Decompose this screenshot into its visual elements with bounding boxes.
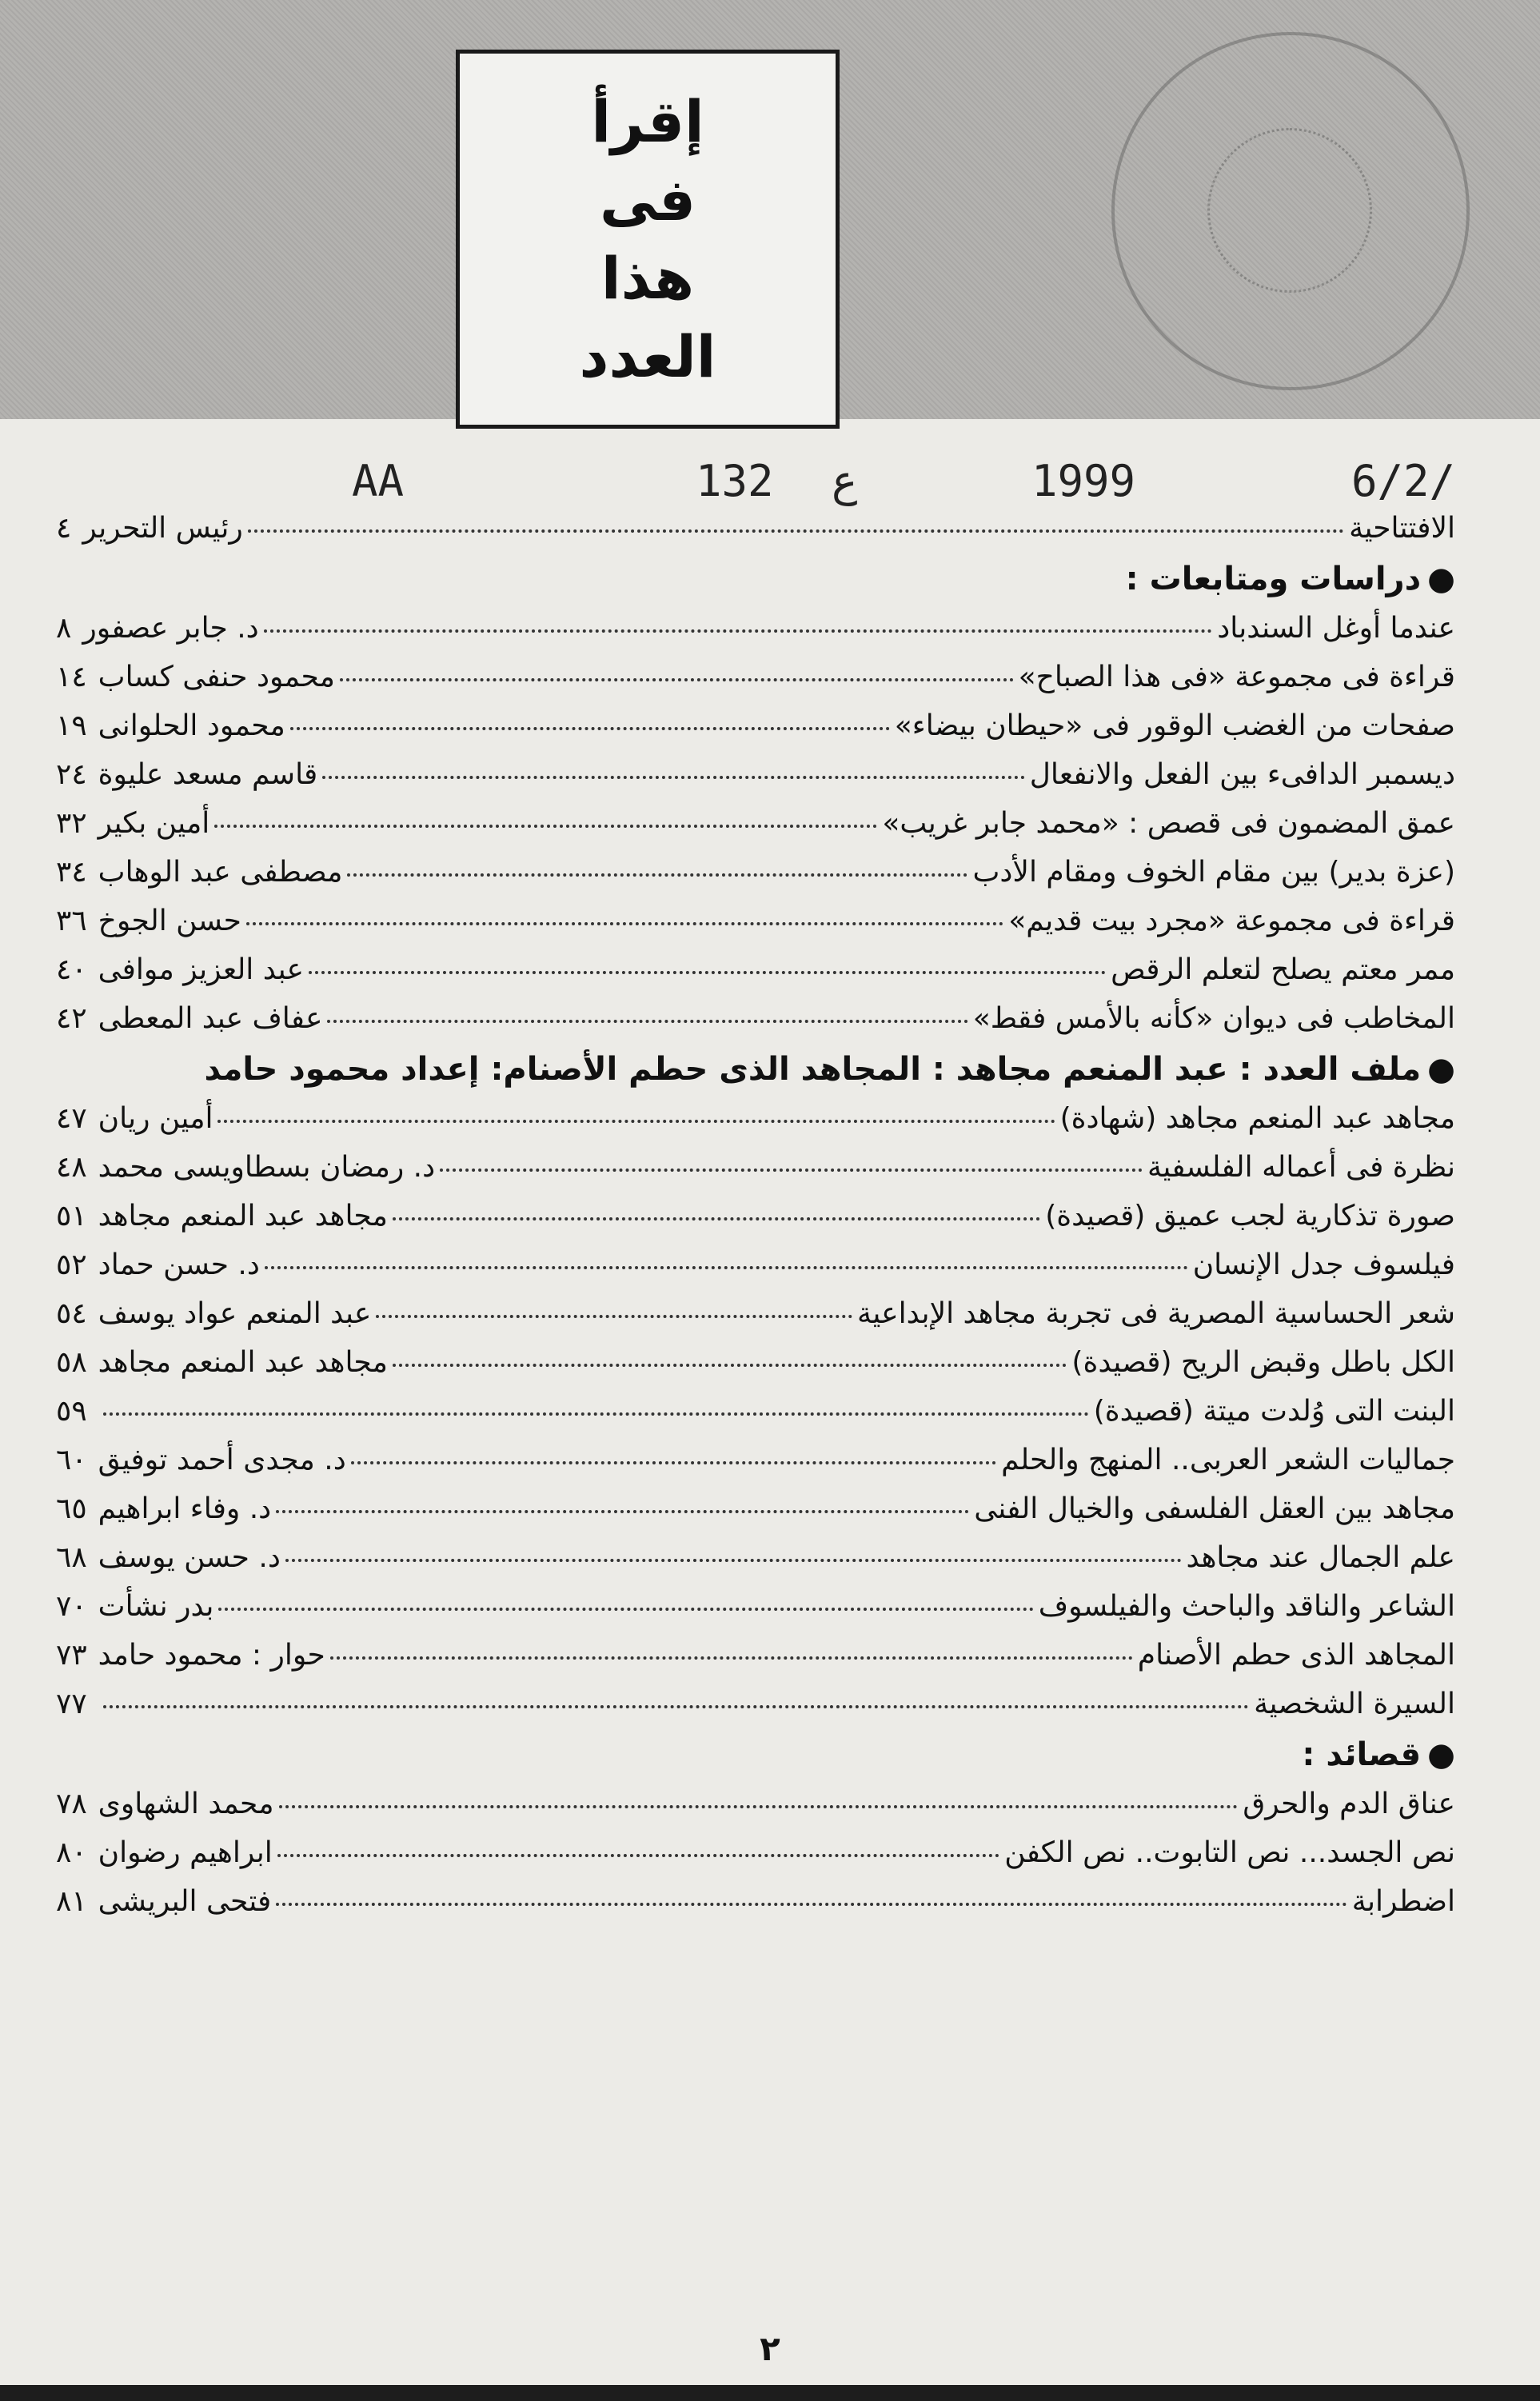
handwritten-issue-number: 132 bbox=[696, 456, 774, 506]
entry-title: شعر الحساسية المصرية فى تجربة مجاهد الإبداعية bbox=[857, 1297, 1455, 1330]
entry-title: الافتتاحية bbox=[1349, 512, 1455, 545]
entry-author: د. حسن يوسف bbox=[98, 1541, 281, 1574]
entry-page: ١٤ bbox=[56, 661, 87, 693]
dot-leader bbox=[309, 971, 1106, 974]
entry-author: رئيس التحرير bbox=[82, 512, 243, 545]
entry-page: ٦٠ bbox=[56, 1444, 87, 1476]
toc-entry bbox=[56, 1297, 1455, 1346]
entry-title: (عزة بدير) بين مقام الخوف ومقام الأدب bbox=[972, 856, 1455, 889]
section-heading bbox=[56, 1736, 1455, 1788]
title-line: هذا bbox=[600, 245, 695, 312]
entry-author: مجاهد عبد المنعم مجاهد bbox=[98, 1346, 388, 1379]
dot-leader bbox=[265, 1266, 1188, 1269]
entry-title: صفحات من الغضب الوقور فى «حيطان بيضاء» bbox=[894, 709, 1455, 742]
dot-leader bbox=[277, 1854, 999, 1857]
entry-title: اضطرابة bbox=[1351, 1885, 1455, 1918]
entry-page: ٣٢ bbox=[56, 807, 87, 840]
toc-entry bbox=[56, 709, 1455, 758]
bullet-icon: ● bbox=[1427, 561, 1455, 597]
entry-title: نظرة فى أعماله الفلسفية bbox=[1147, 1151, 1455, 1184]
entry-page: ٧٧ bbox=[56, 1688, 87, 1720]
entry-title: ديسمبر الدافىء بين الفعل والانفعال bbox=[1029, 758, 1455, 791]
entry-author: حوار : محمود حامد bbox=[98, 1639, 325, 1672]
entry-title: صورة تذكارية لجب عميق (قصيدة) bbox=[1045, 1200, 1455, 1232]
toc-entry bbox=[56, 512, 1455, 561]
entry-title: الشاعر والناقد والباحث والفيلسوف bbox=[1038, 1590, 1455, 1623]
entry-title: نص الجسد... نص التابوت.. نص الكفن bbox=[1004, 1836, 1455, 1869]
section-heading-text: دراسات ومتابعات : bbox=[1125, 561, 1422, 597]
entry-page: ٤٠ bbox=[56, 953, 87, 986]
entry-author: أمين بكير bbox=[98, 807, 210, 840]
toc-entry bbox=[56, 758, 1455, 807]
entry-page: ٤٢ bbox=[56, 1002, 87, 1035]
entry-author: محمود حنفى كساب bbox=[98, 661, 335, 693]
entry-author: محمد الشهاوى bbox=[98, 1788, 274, 1820]
entry-title: البنت التى وُلدت ميتة (قصيدة) bbox=[1093, 1395, 1455, 1428]
dot-leader bbox=[330, 1656, 1133, 1660]
dot-leader bbox=[246, 922, 1003, 925]
dot-leader bbox=[322, 776, 1025, 779]
dot-leader bbox=[279, 1805, 1239, 1808]
dot-leader bbox=[376, 1315, 852, 1318]
section-heading bbox=[56, 1051, 1455, 1102]
entry-author: عبد المنعم عواد يوسف bbox=[98, 1297, 372, 1330]
entry-author: أمين ريان bbox=[98, 1102, 213, 1135]
toc-entry bbox=[56, 807, 1455, 856]
entry-page: ٥٨ bbox=[56, 1346, 87, 1379]
section-heading bbox=[56, 561, 1455, 612]
entry-page: ٣٦ bbox=[56, 905, 87, 937]
title-box bbox=[456, 50, 840, 429]
entry-author: د. رمضان بسطاويسى محمد bbox=[98, 1151, 436, 1184]
bottom-edge bbox=[0, 2385, 1540, 2401]
toc-entry bbox=[56, 1688, 1455, 1736]
handwritten-tag: AA bbox=[352, 456, 405, 506]
toc-entry bbox=[56, 1492, 1455, 1541]
entry-page: ٤٨ bbox=[56, 1151, 87, 1184]
handwritten-notes bbox=[0, 456, 1540, 512]
entry-title: جماليات الشعر العربى.. المنهج والحلم bbox=[1001, 1444, 1455, 1476]
dot-leader bbox=[103, 1705, 1250, 1708]
entry-author: محمود الحلوانى bbox=[98, 709, 285, 742]
dot-leader bbox=[347, 873, 967, 877]
toc-entry bbox=[56, 1002, 1455, 1051]
entry-title: مجاهد عبد المنعم مجاهد (شهادة) bbox=[1059, 1102, 1455, 1135]
toc-entry bbox=[56, 1541, 1455, 1590]
handwritten-year: 1999 bbox=[1031, 456, 1136, 506]
entry-page: ٢٤ bbox=[56, 758, 87, 791]
table-of-contents bbox=[56, 512, 1455, 1934]
entry-title: قراءة فى مجموعة «مجرد بيت قديم» bbox=[1008, 905, 1455, 937]
page-number: ٢ bbox=[760, 2329, 780, 2368]
dot-leader bbox=[290, 727, 890, 730]
bullet-icon: ● bbox=[1427, 1736, 1455, 1773]
entry-author: فتحى البريشى bbox=[98, 1885, 272, 1918]
entry-page: ٨٠ bbox=[56, 1836, 87, 1869]
dot-leader bbox=[285, 1559, 1182, 1562]
title-line: إقرأ bbox=[591, 88, 704, 155]
toc-entry bbox=[56, 953, 1455, 1002]
entry-author: حسن الجوخ bbox=[98, 905, 241, 937]
dot-leader bbox=[351, 1461, 996, 1464]
entry-page: ٥٢ bbox=[56, 1248, 87, 1281]
section-heading-text: ملف العدد : عبد المنعم مجاهد : المجاهد الذى حطم الأصنام: إعداد محمود حامد bbox=[204, 1051, 1422, 1088]
dot-leader bbox=[217, 1120, 1055, 1123]
entry-author: د. مجدى أحمد توفيق bbox=[98, 1444, 346, 1476]
toc-entry bbox=[56, 905, 1455, 953]
entry-author: مصطفى عبد الوهاب bbox=[98, 856, 343, 889]
entry-page: ٧٠ bbox=[56, 1590, 87, 1623]
entry-page: ٦٨ bbox=[56, 1541, 87, 1574]
toc-entry bbox=[56, 1788, 1455, 1836]
dot-leader bbox=[440, 1169, 1143, 1172]
bullet-icon: ● bbox=[1427, 1051, 1455, 1088]
entry-title: علم الجمال عند مجاهد bbox=[1186, 1541, 1455, 1574]
toc-entry bbox=[56, 1444, 1455, 1492]
entry-title: عمق المضمون فى قصص : «محمد جابر غريب» bbox=[882, 807, 1455, 840]
entry-page: ٥١ bbox=[56, 1200, 87, 1232]
dot-leader bbox=[327, 1020, 967, 1023]
entry-title: عناق الدم والحرق bbox=[1243, 1788, 1455, 1820]
entry-page: ٨ bbox=[56, 612, 72, 645]
toc-entry bbox=[56, 856, 1455, 905]
entry-page: ٣٤ bbox=[56, 856, 87, 889]
entry-author: قاسم مسعد عليوة bbox=[98, 758, 318, 791]
entry-title: مجاهد بين العقل الفلسفى والخيال الفنى bbox=[974, 1492, 1455, 1525]
entry-title: المخاطب فى ديوان «كأنه بالأمس فقط» bbox=[972, 1002, 1455, 1035]
entry-author: د. وفاء ابراهيم bbox=[98, 1492, 272, 1525]
entry-author: عبد العزيز موافى bbox=[98, 953, 304, 986]
toc-entry bbox=[56, 1395, 1455, 1444]
entry-author: مجاهد عبد المنعم مجاهد bbox=[98, 1200, 388, 1232]
entry-page: ٤ bbox=[56, 512, 72, 545]
dot-leader bbox=[218, 1608, 1033, 1611]
dot-leader bbox=[248, 529, 1344, 533]
entry-author: ابراهيم رضوان bbox=[98, 1836, 273, 1869]
entry-title: فيلسوف جدل الإنسان bbox=[1192, 1248, 1455, 1281]
entry-page: ٥٤ bbox=[56, 1297, 87, 1330]
entry-page: ١٩ bbox=[56, 709, 87, 742]
section-heading-text: قصائد : bbox=[1302, 1736, 1422, 1773]
entry-title: المجاهد الذى حطم الأصنام bbox=[1137, 1639, 1455, 1672]
toc-entry bbox=[56, 1248, 1455, 1297]
toc-entry bbox=[56, 1346, 1455, 1395]
handwritten-issue-letter: ع bbox=[832, 456, 858, 506]
entry-page: ٧٣ bbox=[56, 1639, 87, 1672]
toc-entry bbox=[56, 612, 1455, 661]
entry-page: ٥٩ bbox=[56, 1395, 87, 1428]
toc-entry bbox=[56, 1639, 1455, 1688]
dot-leader bbox=[214, 825, 877, 828]
dot-leader bbox=[340, 678, 1014, 681]
dot-leader bbox=[264, 629, 1213, 633]
dot-leader bbox=[103, 1412, 1089, 1416]
title-line: العدد bbox=[579, 323, 716, 390]
toc-entry bbox=[56, 1151, 1455, 1200]
dot-leader bbox=[393, 1364, 1067, 1367]
entry-author: د. حسن حماد bbox=[98, 1248, 260, 1281]
toc-entry bbox=[56, 1200, 1455, 1248]
library-stamp-inner bbox=[1207, 128, 1372, 293]
entry-title: ممر معتم يصلح لتعلم الرقص bbox=[1111, 953, 1455, 986]
entry-author: بدر نشأت bbox=[98, 1590, 214, 1623]
toc-entry bbox=[56, 1102, 1455, 1151]
title-line: فى bbox=[600, 166, 696, 234]
entry-page: ٨١ bbox=[56, 1885, 87, 1918]
entry-title: عندما أوغل السندباد bbox=[1217, 612, 1455, 645]
entry-title: الكل باطل وقبض الريح (قصيدة) bbox=[1071, 1346, 1455, 1379]
entry-page: ٧٨ bbox=[56, 1788, 87, 1820]
entry-page: ٦٥ bbox=[56, 1492, 87, 1525]
toc-entry bbox=[56, 661, 1455, 709]
entry-author: د. جابر عصفور bbox=[82, 612, 259, 645]
entry-page: ٤٧ bbox=[56, 1102, 87, 1135]
dot-leader bbox=[393, 1217, 1040, 1220]
entry-title: قراءة فى مجموعة «فى هذا الصباح» bbox=[1018, 661, 1455, 693]
entry-title: السيرة الشخصية bbox=[1254, 1688, 1455, 1720]
toc-entry bbox=[56, 1590, 1455, 1639]
handwritten-code: 6/2/ bbox=[1351, 456, 1456, 506]
toc-entry bbox=[56, 1836, 1455, 1885]
toc-entry bbox=[56, 1885, 1455, 1934]
entry-author: عفاف عبد المعطى bbox=[98, 1002, 323, 1035]
dot-leader bbox=[276, 1903, 1347, 1906]
dot-leader bbox=[276, 1510, 969, 1513]
